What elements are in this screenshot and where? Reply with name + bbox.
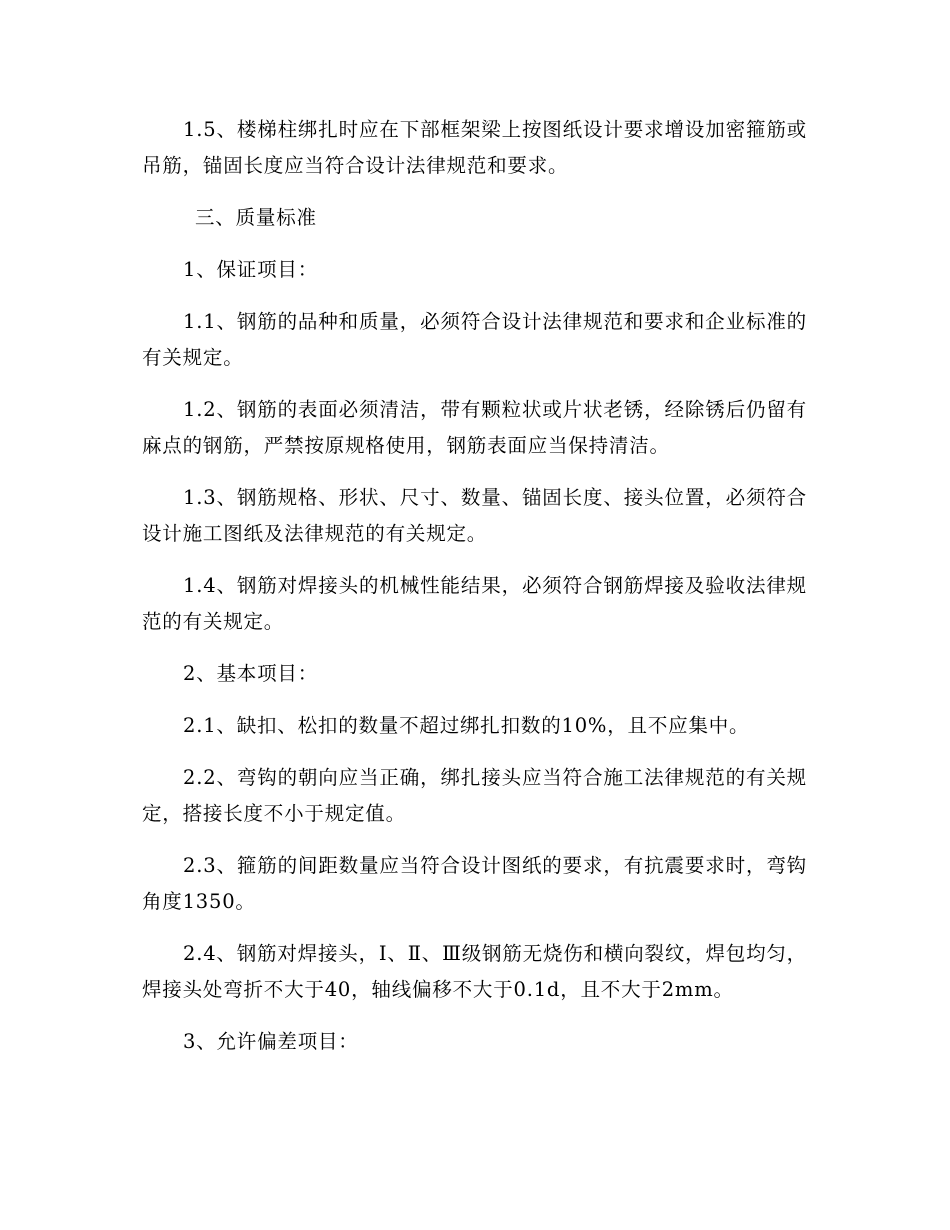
paragraph-1-5: 1.5、楼梯柱绑扎时应在下部框架梁上按图纸设计要求增设加密箍筋或吊筋，锚固长度应当符合设计法律规范和要求。	[142, 118, 807, 177]
paragraph-2-2: 2.2、弯钩的朝向应当正确，绑扎接头应当符合施工法律规范的有关规定，搭接长度不小于规定值。	[142, 766, 807, 825]
paragraph-2-3: 2.3、箍筋的间距数量应当符合设计图纸的要求，有抗震要求时，弯钩角度1350。	[142, 854, 807, 913]
paragraph-allowed-deviation-items: 3、允许偏差项目：	[183, 1030, 359, 1053]
paragraph-1-2: 1.2、钢筋的表面必须清洁，带有颗粒状或片状老锈，经除锈后仍留有麻点的钢筋，严禁按原规格使用，钢筋表面应当保持清洁。	[142, 398, 807, 457]
paragraph-basic-items: 2、基本项目：	[183, 662, 319, 685]
paragraph-guarantee-items: 1、保证项目：	[183, 258, 319, 281]
paragraph-1-4: 1.4、钢筋对焊接头的机械性能结果，必须符合钢筋焊接及验收法律规范的有关规定。	[142, 574, 807, 633]
paragraph-2-1: 2.1、缺扣、松扣的数量不超过绑扎扣数的10%，且不应集中。	[183, 714, 750, 737]
paragraph-1-1: 1.1、钢筋的品种和质量，必须符合设计法律规范和要求和企业标准的有关规定。	[142, 310, 807, 369]
paragraph-2-4: 2.4、钢筋对焊接头，Ⅰ、Ⅱ、Ⅲ级钢筋无烧伤和横向裂纹，焊包均匀，焊接头处弯折不大于40，轴线偏移不大于0.1d，且不大于2mm。	[142, 942, 807, 1001]
paragraph-1-3: 1.3、钢筋规格、形状、尺寸、数量、锚固长度、接头位置，必须符合设计施工图纸及法律规范的有关规定。	[142, 486, 807, 545]
section-heading-quality-standard: 三、质量标准	[195, 206, 317, 229]
document-body	[142, 112, 807, 1076]
